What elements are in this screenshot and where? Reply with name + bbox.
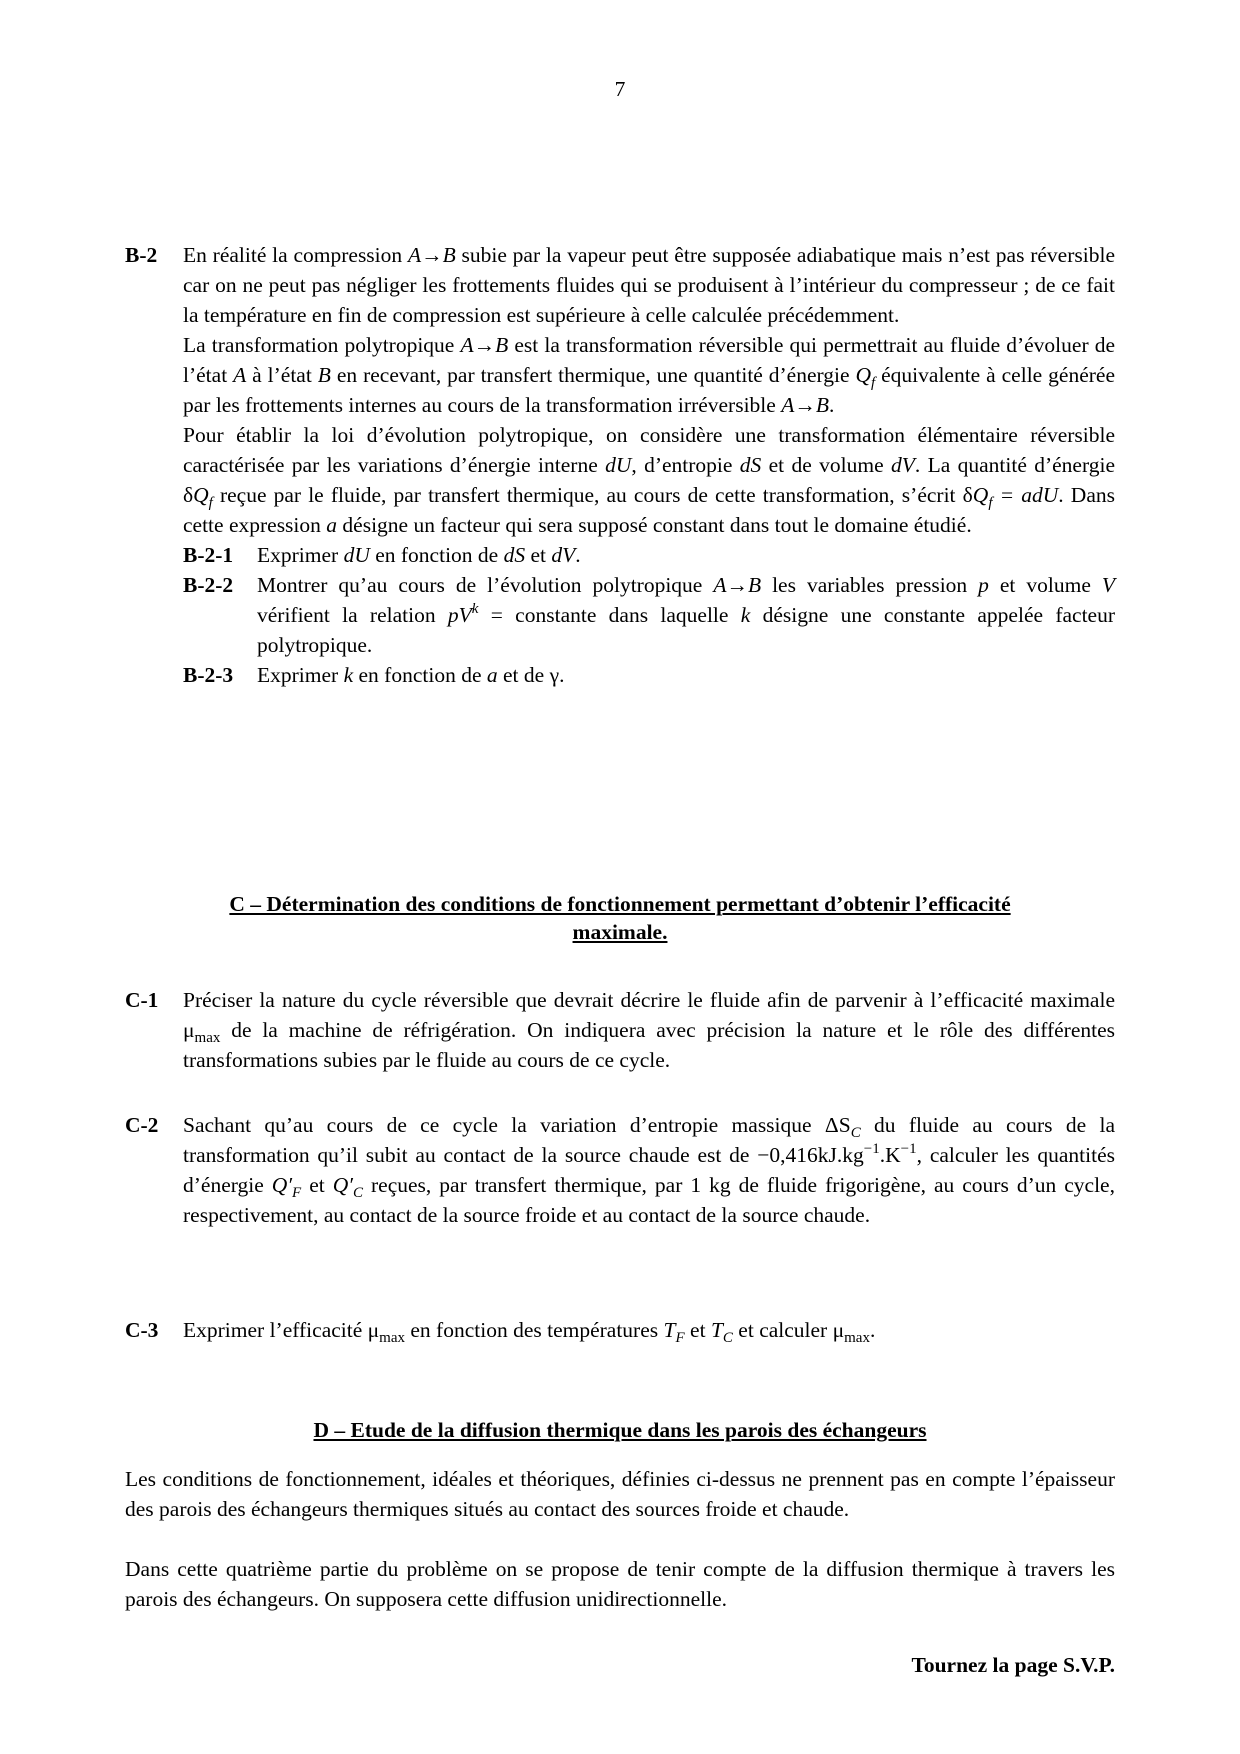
section-c-heading: C – Détermination des conditions de fonctionnement permettant d’obtenir l’efficacité maximale.: [229, 892, 1011, 944]
question-b2-1: B-2-1 Exprimer dU en fonction de dS et dV.: [183, 543, 581, 567]
b2-paragraph-1: En réalité la compression A→B subie par la vapeur peut être supposée adiabatique mais n’est pas réversible car on ne peut pas négliger les frottements fluides qui se produisent à l’intérieur du compresseur ; de ce fait la température en fin de compression est supérieure à celle calculée précédemment.: [183, 243, 1115, 327]
page-footer: Tournez la page S.V.P.: [911, 1653, 1115, 1677]
section-d-heading: D – Etude de la diffusion thermique dans les parois des échangeurs: [313, 1418, 927, 1442]
b2-paragraph-3: Pour établir la loi d’évolution polytropique, on considère une transformation élémentaire réversible caractérisée par les variations d’énergie interne dU, d’entropie dS et de volume dV. La quantité d’énergie $\delta Q_f$ reçue par le fluide, par transfert thermique, au cours de cette transformation, s’écrit $\delta Q_f$ = adU. Dans cette expression a désigne un facteur qui sera supposé constant dans tout le domaine étudié.: [183, 423, 1115, 537]
question-c1: C-1 Préciser la nature du cycle réversible que devrait décrire le fluide afin de parvenir à l’efficacité maximale $\mu_{max}$ de la machine de réfrigération. On indiquera avec précision la nature et le rôle des différentes transformations subies par le fluide au cours de ce cycle.: [125, 988, 1115, 1072]
section-d-paragraph-2: Dans cette quatrième partie du problème on se propose de tenir compte de la diffusion thermique à travers les parois des échangeurs. On supposera cette diffusion unidirectionnelle.: [125, 1557, 1115, 1611]
page-number: 7: [614, 77, 626, 101]
section-d-paragraph-1: Les conditions de fonctionnement, idéales et théoriques, définies ci-dessus ne prennent pas en compte l’épaisseur des parois des échangeurs thermiques situés au contact des sources froide et chaude.: [125, 1467, 1115, 1521]
question-c3: C-3 Exprimer l’efficacité $\mu_{max}$ en fonction des températures $T_F$ et $T_C$ et calculer $\mu_{max}$.: [125, 1318, 876, 1346]
section-b2: [125, 240, 1115, 690]
b2-paragraph-2: La transformation polytropique A→B est la transformation réversible qui permettrait au fluide d’évoluer de l’état A à l’état B en recevant, par transfert thermique, une quantité d’énergie $Q_f$ équivalente à celle générée par les frottements internes au cours de la transformation irréversible A→B.: [183, 333, 1116, 417]
b2-label: B-2: [125, 243, 158, 267]
question-c2: C-2 Sachant qu’au cours de ce cycle la variation d’entropie massique $\Delta S_C$ du fluide au cours de la transformation qu’il subit au contact de la source chaude est de $-0,416kJ.kg^{-1}.K^{-1}$, calculer les quantités d’énergie $Q'_F$ et $Q'_C$ reçues, par transfert thermique, par 1 kg de fluide frigorigène, au cours d’un cycle, respectivement, au contact de la source froide et au contact de la source chaude.: [125, 1113, 1116, 1227]
question-b2-3: B-2-3 Exprimer k en fonction de a et de γ.: [183, 663, 565, 687]
question-b2-2: B-2-2 Montrer qu’au cours de l’évolution polytropique A→B les variables pression p et volume V vérifient la relation $pV^k$ = constante dans laquelle k désigne une constante appelée facteur polytropique.: [183, 573, 1116, 657]
